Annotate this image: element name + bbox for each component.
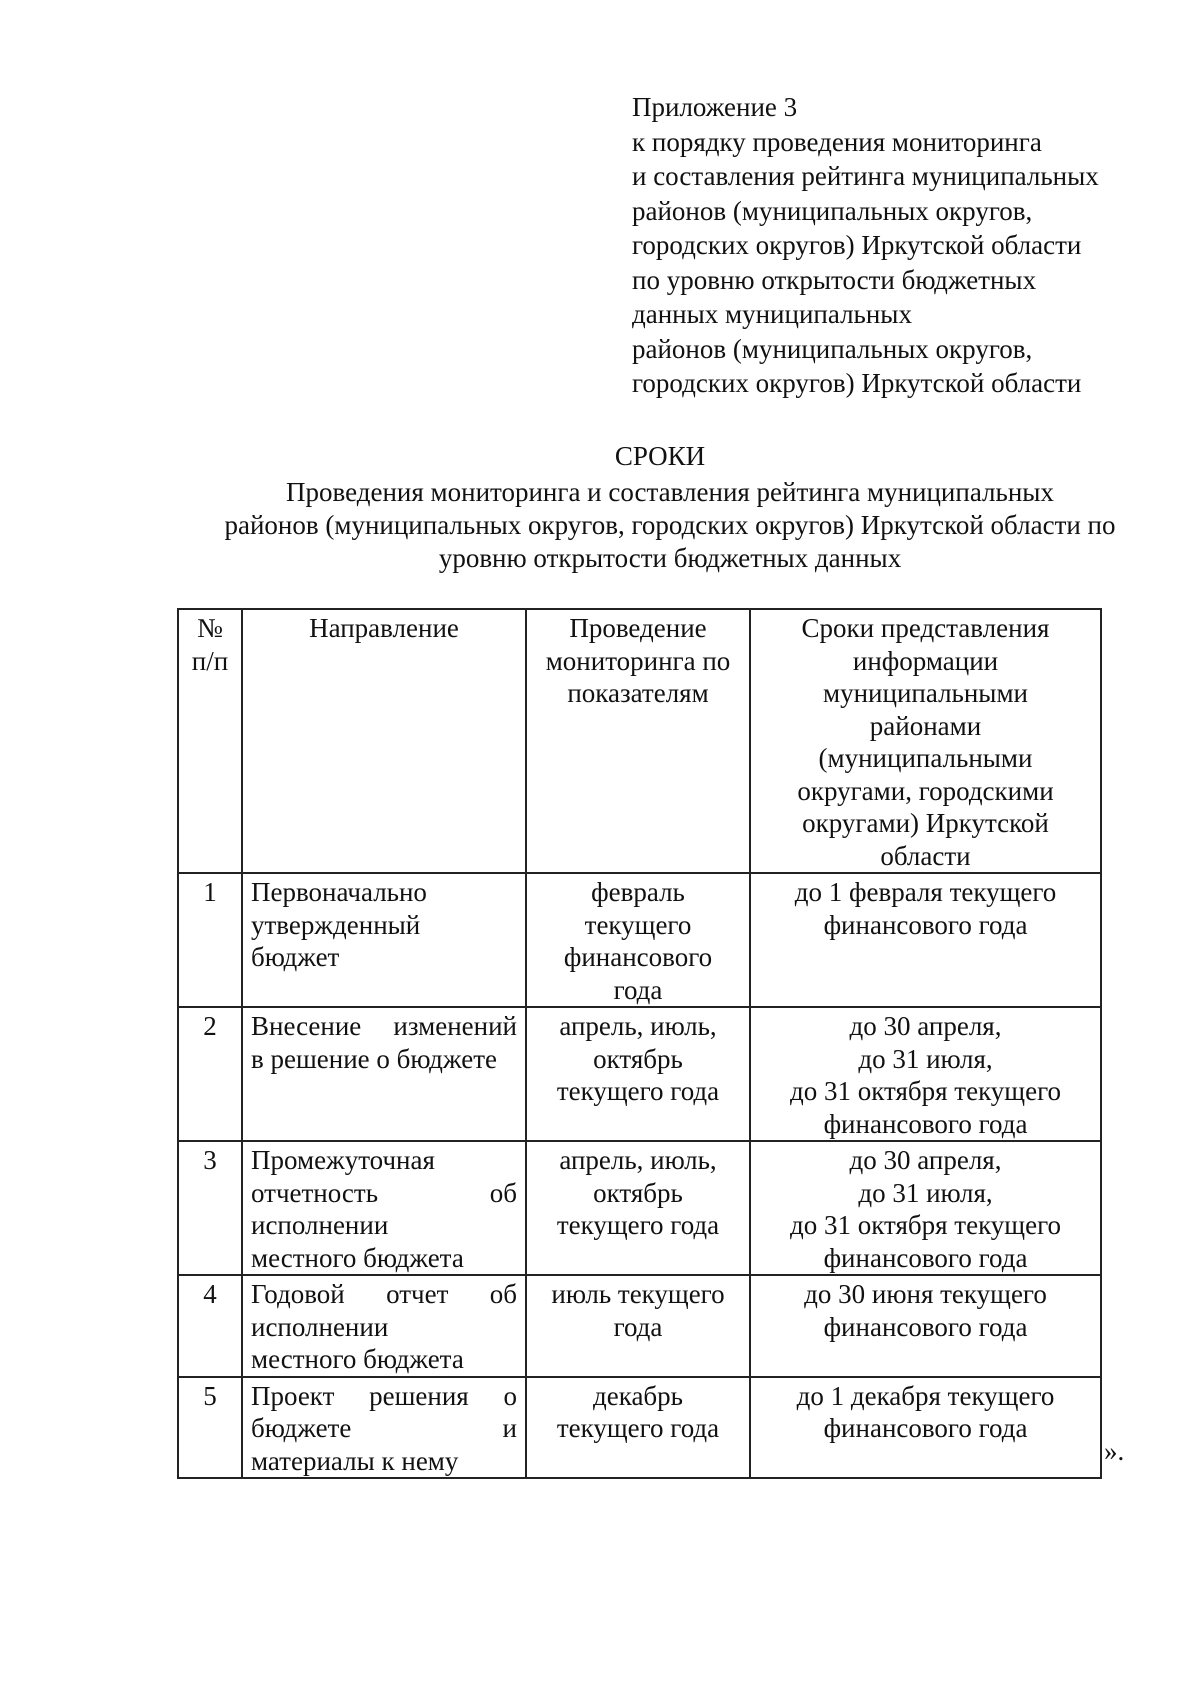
row-monitoring [526,873,750,1007]
row-deadline [750,1007,1101,1141]
header-line: № [197,613,223,643]
deadline-line: до 31 октября текущего [790,1210,1061,1240]
header-line: показателям [567,678,709,708]
deadline-line: до 30 апреля, [849,1011,1002,1041]
document-subtitle [170,476,1170,575]
header-line: Проведение [569,613,707,643]
deadline-line: до 31 октября текущего [790,1076,1061,1106]
monitoring-line: февраль [591,877,685,907]
monitoring-line: октябрь [593,1043,683,1074]
direction-line: в решение о бюджете [251,1043,497,1074]
appendix-line: данных муниципальных [632,299,912,329]
row-direction [242,1141,526,1275]
appendix-line: районов (муниципальных округов, [632,333,1033,364]
monitoring-line: апрель, июль, [559,1145,717,1175]
direction-line: утвержденный [251,909,421,940]
deadlines-table [177,608,1102,1479]
table-row [178,1377,1101,1479]
row-direction [242,1377,526,1479]
row-deadline [750,1141,1101,1275]
row-num: 4 [178,1275,242,1377]
subtitle-line: уровню открытости бюджетных данных [438,543,902,573]
header-line: муниципальными [823,678,1028,708]
row-direction [242,1275,526,1377]
monitoring-line: декабрь [593,1380,683,1411]
row-direction [242,1007,526,1141]
header-line: мониторинга по [545,645,731,676]
direction-line: бюджет [251,942,340,972]
row-deadline [750,873,1101,1007]
row-monitoring [526,1377,750,1479]
appendix-line: по уровню открытости бюджетных [632,264,1037,295]
deadline-line: финансового года [823,1108,1028,1139]
direction-line: Первоначально [251,877,427,907]
direction-line: отчетность об [251,1177,517,1208]
table-row [178,1275,1101,1377]
monitoring-line: текущего года [556,1210,720,1240]
direction-line: местного бюджета [251,1242,464,1273]
deadline-line: до 31 июля, [858,1043,993,1074]
deadline-line: до 30 апреля, [849,1145,1002,1175]
monitoring-line: текущего [584,909,692,940]
monitoring-line: текущего года [556,1076,720,1106]
appendix-header [632,90,1172,401]
row-num: 2 [178,1007,242,1141]
subtitle-line: Проведения мониторинга и составления рейтинга муниципальных [286,477,1054,507]
monitoring-line: финансового [563,942,713,972]
table-row [178,1141,1101,1275]
monitoring-line: года [613,974,663,1005]
subtitle-line: районов (муниципальных округов, городских округов) Иркутской области по [224,510,1116,540]
deadline-line: финансового года [823,1242,1028,1273]
appendix-line: городских округов) Иркутской области [632,230,1082,260]
appendix-line: Приложение 3 [632,92,798,122]
monitoring-line: текущего года [556,1413,720,1443]
row-monitoring [526,1007,750,1141]
table-header-row [178,609,1101,873]
row-num: 5 [178,1377,242,1479]
header-direction [242,609,526,873]
header-line: области [880,840,971,871]
direction-line: местного бюджета [251,1344,464,1374]
deadline-line: до 1 февраля текущего [794,877,1057,907]
direction-line: материалы к нему [251,1445,459,1476]
direction-line: Годовой отчет об [251,1279,517,1309]
header-monitoring [526,609,750,873]
row-monitoring [526,1141,750,1275]
deadline-line: до 30 июня текущего [804,1279,1047,1309]
direction-line: исполнении [251,1210,389,1240]
appendix-line: и составления рейтинга муниципальных [632,161,1099,191]
header-line: п/п [191,645,229,676]
deadline-line: до 1 декабря текущего [796,1380,1055,1411]
monitoring-line: октябрь [593,1177,683,1208]
header-line: округами, городскими [797,775,1054,806]
row-num: 1 [178,873,242,1007]
header-line: информации [852,645,999,676]
appendix-line: к порядку проведения мониторинга [632,126,1042,157]
row-direction [242,873,526,1007]
deadline-line: финансового года [823,1413,1028,1443]
document-title: СРОКИ [614,441,706,471]
header-line: районами [869,710,982,741]
row-monitoring [526,1275,750,1377]
table-row [178,1007,1101,1141]
row-deadline [750,1377,1101,1479]
direction-line: бюджете и [251,1413,517,1443]
row-deadline [750,1275,1101,1377]
monitoring-line: апрель, июль, [559,1011,717,1041]
header-deadline [750,609,1101,873]
direction-line: Проект решения о [251,1380,517,1411]
header-line: (муниципальными [818,743,1033,773]
appendix-line: районов (муниципальных округов, [632,195,1033,226]
deadline-line: финансового года [823,1311,1028,1342]
header-num [178,609,242,873]
header-line: Сроки представления [801,613,1050,643]
table-row [178,873,1101,1007]
deadline-line: финансового года [823,909,1028,940]
monitoring-line: июль текущего [551,1279,725,1309]
row-num: 3 [178,1141,242,1275]
monitoring-line: года [613,1311,663,1342]
direction-line: Промежуточная [251,1145,435,1175]
direction-line: исполнении [251,1311,389,1342]
header-line: округами) Иркутской [802,808,1049,838]
header-line: Направление [309,613,459,643]
closing-quote-mark: ». [1104,1436,1125,1466]
direction-line: Внесение изменений [251,1011,517,1041]
appendix-line: городских округов) Иркутской области [632,368,1082,398]
deadline-line: до 31 июля, [858,1177,993,1208]
